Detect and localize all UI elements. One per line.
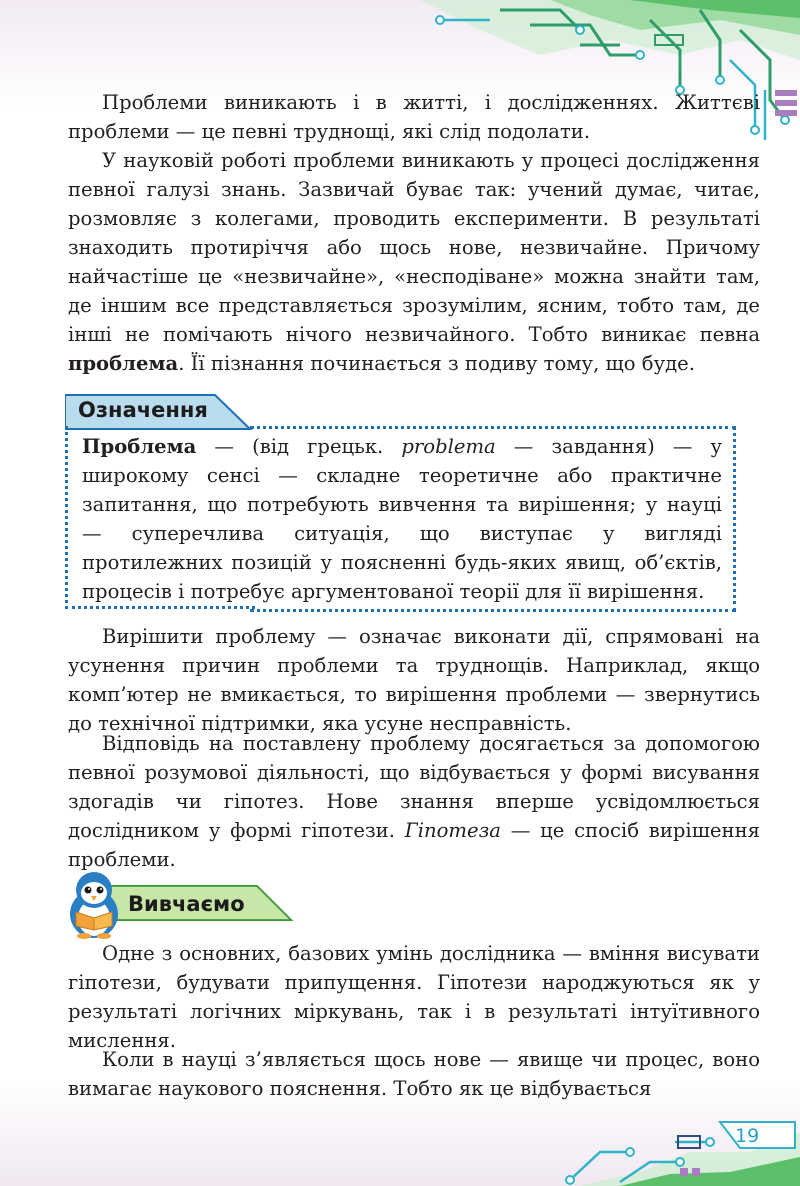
- term-problem-bold: проблема: [68, 352, 179, 375]
- definition-box-bottom-border: [65, 606, 255, 609]
- definition-term: Проблема: [82, 435, 197, 458]
- paragraph-solve-problem: [68, 622, 760, 738]
- definition-greek-word: problema: [401, 435, 496, 458]
- page-number: 19: [735, 1125, 760, 1147]
- paragraph-solve-problem-text: Вирішити проблему — означає виконати дії, спрямовані на усунення причин проблеми та труднощів. Наприклад, якщо комп’ютер не вмикається, то вирішення проблеми — звернутись до технічної підтримки, яка усуне несправність.: [68, 625, 760, 735]
- term-hypothesis-italic: Гіпотеза: [404, 819, 501, 842]
- definition-text: [82, 432, 722, 606]
- paragraph-skills: [68, 939, 760, 1055]
- paragraph-hypothesis-text-a: Відповідь на поставлену проблему досягається за допомогою певної розумової діяльності, що відбувається у формі висування здогадів чи гіпотез. Нове знання вперше усвідомлюється дослідником у формі гіпотези.: [68, 732, 760, 842]
- paragraph-science-new: [68, 1045, 760, 1103]
- paragraph-science-new-text: Коли в науці з’являється щось нове — явище чи процес, воно вимагає наукового пояснення. Тобто як це відбувається: [68, 1048, 760, 1100]
- paragraph-intro-2-text-b: . Її пізнання починається з подиву тому, що буде.: [178, 352, 695, 375]
- definition-banner-label: Означення: [78, 398, 208, 422]
- paragraph-intro-1: [68, 88, 760, 146]
- definition-text-a: — (від грецьк.: [196, 435, 402, 458]
- paragraph-intro-1-text: Проблеми виникають і в житті, і дослідженнях. Життєві проблеми — це певні труднощі, які слід подолати.: [68, 91, 760, 143]
- paragraph-intro-2-text-a: У науковій роботі проблеми виникають у процесі дослідження певної галузі знань. Зазвичай буває так: учений думає, читає, розмовляє з колегами, проводить експерименти. В результаті знаходить протиріччя або щось нове, незвичайне. Причому найчастіше це «незвичайне», «несподіване» можна знайти там, де іншим все представляється зрозумілим, ясним, тобто там, де інші не помічають нічого незвичайного. Тобто виникає певна: [68, 149, 760, 346]
- paragraph-hypothesis: [68, 729, 760, 874]
- paragraph-skills-text: Одне з основних, базових умінь дослідника — вміння висувати гіпотези, будувати припущення. Гіпотези народжуються як у результаті логічних міркувань, так і в результаті інтуїтивного мислення.: [68, 942, 760, 1052]
- penguin-reading-icon: [62, 868, 126, 940]
- definition-box-left-border: [65, 426, 68, 609]
- definition-text-b: — завдання) — у широкому сенсі — складне теоретичне або практичне запитання, що потребують вивчення та вирішення; у науці — суперечлива ситуація, що виступає у вигляді протилежних позицій у поясненні будь-яких явищ, об’єктів, процесів і потребує аргументованої теорії для її вирішення.: [82, 435, 722, 603]
- circuit-board-decoration-bottom: [560, 1112, 800, 1186]
- study-banner-label: Вивчаємо: [128, 892, 245, 916]
- paragraph-intro-2: [68, 146, 760, 378]
- paragraph-hypothesis-text-b: — це спосіб вирішення проблеми.: [68, 819, 760, 871]
